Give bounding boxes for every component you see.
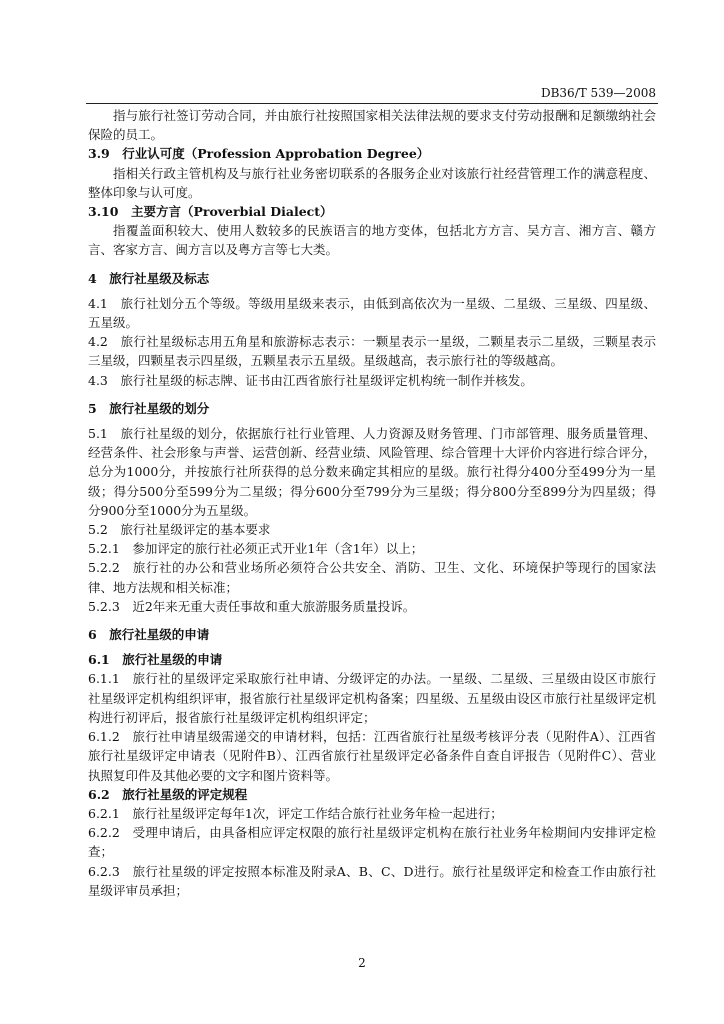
paragraph-text: 旅行社星级的评定按照本标准及附录A、B、C、D进行。旅行社星级评定和检查工作由旅行社星级评审员承担； xyxy=(88,863,656,898)
paragraph-text: 旅行社申请星级需递交的申请材料，包括：江西省旅行社星级考核评分表（见附件A）、江西省旅行社星级评定申请表（见附件B）、江西省旅行社星级评定必备条件自查自评报告（见附件C）、营业执照复印件及其他必要的文字和图片资料等。 xyxy=(88,729,656,783)
clause-heading xyxy=(88,202,656,221)
paragraph-text: 旅行社星级的标志牌、证书由江西省旅行社星级评定机构统一制作并核发。 xyxy=(120,372,533,388)
paragraph xyxy=(88,669,656,727)
clause-number: 5.1 xyxy=(88,426,108,442)
paragraph-text: 旅行社星级评定每年1次，评定工作结合旅行社业务年检一起进行； xyxy=(132,805,503,821)
paragraph xyxy=(88,862,656,900)
paragraph-text: 主要方言（Proverbial Dialect） xyxy=(130,204,333,220)
clause-number: 4 xyxy=(88,270,97,286)
paragraph xyxy=(88,221,656,259)
paragraph-text: 旅行社星级及标志 xyxy=(109,270,210,286)
clause-number: 5 xyxy=(88,400,97,416)
section-heading xyxy=(88,269,656,288)
document-id: DB36/T 539—2008 xyxy=(540,86,656,100)
clause-number: 6.2.1 xyxy=(88,805,120,821)
paragraph-text: 旅行社星级评定的基本要求 xyxy=(120,522,271,538)
clause-number: 4.1 xyxy=(88,295,108,311)
clause-number: 5.2.2 xyxy=(88,560,120,576)
paragraph-text: 旅行社星级的划分 xyxy=(109,400,210,416)
clause-heading xyxy=(88,650,656,669)
paragraph-text: 旅行社星级的评定规程 xyxy=(122,786,248,802)
clause-heading xyxy=(88,785,656,804)
paragraph-text: 旅行社的星级评定采取旅行社申请、分级评定的办法。一星级、二星级、三星级由设区市旅行社星级评定机构组织评审，报省旅行社星级评定机构备案；四星级、五星级由设区市旅行社星级评定机构进行初评后，报省旅行社星级评定机构组织评定； xyxy=(88,671,656,725)
clause-heading xyxy=(88,144,656,163)
page-number: 2 xyxy=(358,956,366,970)
clause-number: 5.2.1 xyxy=(88,541,120,557)
paragraph xyxy=(88,106,656,144)
paragraph-text: 旅行社星级的申请 xyxy=(122,652,223,668)
clause-number: 5.2.3 xyxy=(88,598,120,614)
paragraph xyxy=(88,597,656,616)
paragraph xyxy=(88,371,656,390)
paragraph xyxy=(88,558,656,596)
clause-number: 4.2 xyxy=(88,334,108,350)
clause-number: 6.1.2 xyxy=(88,729,120,745)
paragraph xyxy=(88,164,656,202)
paragraph xyxy=(88,332,656,370)
paragraph xyxy=(88,539,656,558)
paragraph xyxy=(88,823,656,861)
paragraph-text: 受理申请后，由具备相应评定权限的旅行社星级评定机构在旅行社业务年检期间内安排评定检查； xyxy=(88,825,656,860)
clause-number: 5.2 xyxy=(88,522,108,538)
paragraph-text: 旅行社星级的划分，依据旅行社行业管理、人力资源及财务管理、门市部管理、服务质量管理、经营条件、社会形象与声誉、运营创新、经营业绩、风险管理、综合管理十大评价内容进行综合评分，总分为1000分，并按旅行社所获得的总分数来确定其相应的星级。旅行社得分400分至499分为一星级；得分500分至599分为二星级；得分600分至799分为三星级；得分800分至899分为四星级；得分900分至1000分为五星级。 xyxy=(88,426,656,518)
paragraph xyxy=(88,520,656,539)
paragraph xyxy=(88,294,656,332)
clause-number: 6.1.1 xyxy=(88,671,120,687)
clause-number: 6.1 xyxy=(88,652,110,668)
paragraph-text: 指覆盖面积较大、使用人数较多的民族语言的地方变体，包括北方方言、吴方言、湘方言、赣方言、客家方言、闽方言以及粤方言等七大类。 xyxy=(88,223,656,258)
paragraph-text: 参加评定的旅行社必须正式开业1年（含1年）以上； xyxy=(132,541,424,557)
section-heading xyxy=(88,399,656,418)
paragraph-text: 行业认可度（Profession Approbation Degree） xyxy=(122,146,430,162)
paragraph-text: 指相关行政主管机构及与旅行社业务密切联系的各服务企业对该旅行社经营管理工作的满意程度、整体印象与认可度。 xyxy=(88,165,656,200)
clause-number: 3.9 xyxy=(88,146,110,162)
clause-number: 3.10 xyxy=(88,204,119,220)
paragraph-text: 旅行社星级标志用五角星和旅游标志表示：一颗星表示一星级，二颗星表示二星级，三颗星表示三星级，四颗星表示四星级，五颗星表示五星级。星级越高，表示旅行社的等级越高。 xyxy=(88,334,656,369)
clause-number: 6.2.2 xyxy=(88,825,120,841)
clause-number: 6.2 xyxy=(88,786,110,802)
document-body xyxy=(88,106,656,900)
paragraph xyxy=(88,804,656,823)
clause-number: 4.3 xyxy=(88,372,108,388)
clause-number: 6 xyxy=(88,627,97,643)
paragraph xyxy=(88,727,656,785)
paragraph-text: 近2年来无重大责任事故和重大旅游服务质量投诉。 xyxy=(132,598,416,614)
paragraph-text: 旅行社的办公和营业场所必须符合公共安全、消防、卫生、文化、环境保护等现行的国家法律、地方法规和相关标准； xyxy=(88,560,656,595)
section-heading xyxy=(88,625,656,644)
paragraph-text: 旅行社划分五个等级。等级用星级来表示，由低到高依次为一星级、二星级、三星级、四星级、五星级。 xyxy=(88,295,656,331)
paragraph-text: 旅行社星级的申请 xyxy=(109,627,210,643)
clause-number: 6.2.3 xyxy=(88,863,120,879)
header-rule xyxy=(86,103,658,104)
paragraph xyxy=(88,424,656,520)
paragraph-text: 指与旅行社签订劳动合同，并由旅行社按照国家相关法律法规的要求支付劳动报酬和足额缴纳社会保险的员工。 xyxy=(88,108,656,143)
